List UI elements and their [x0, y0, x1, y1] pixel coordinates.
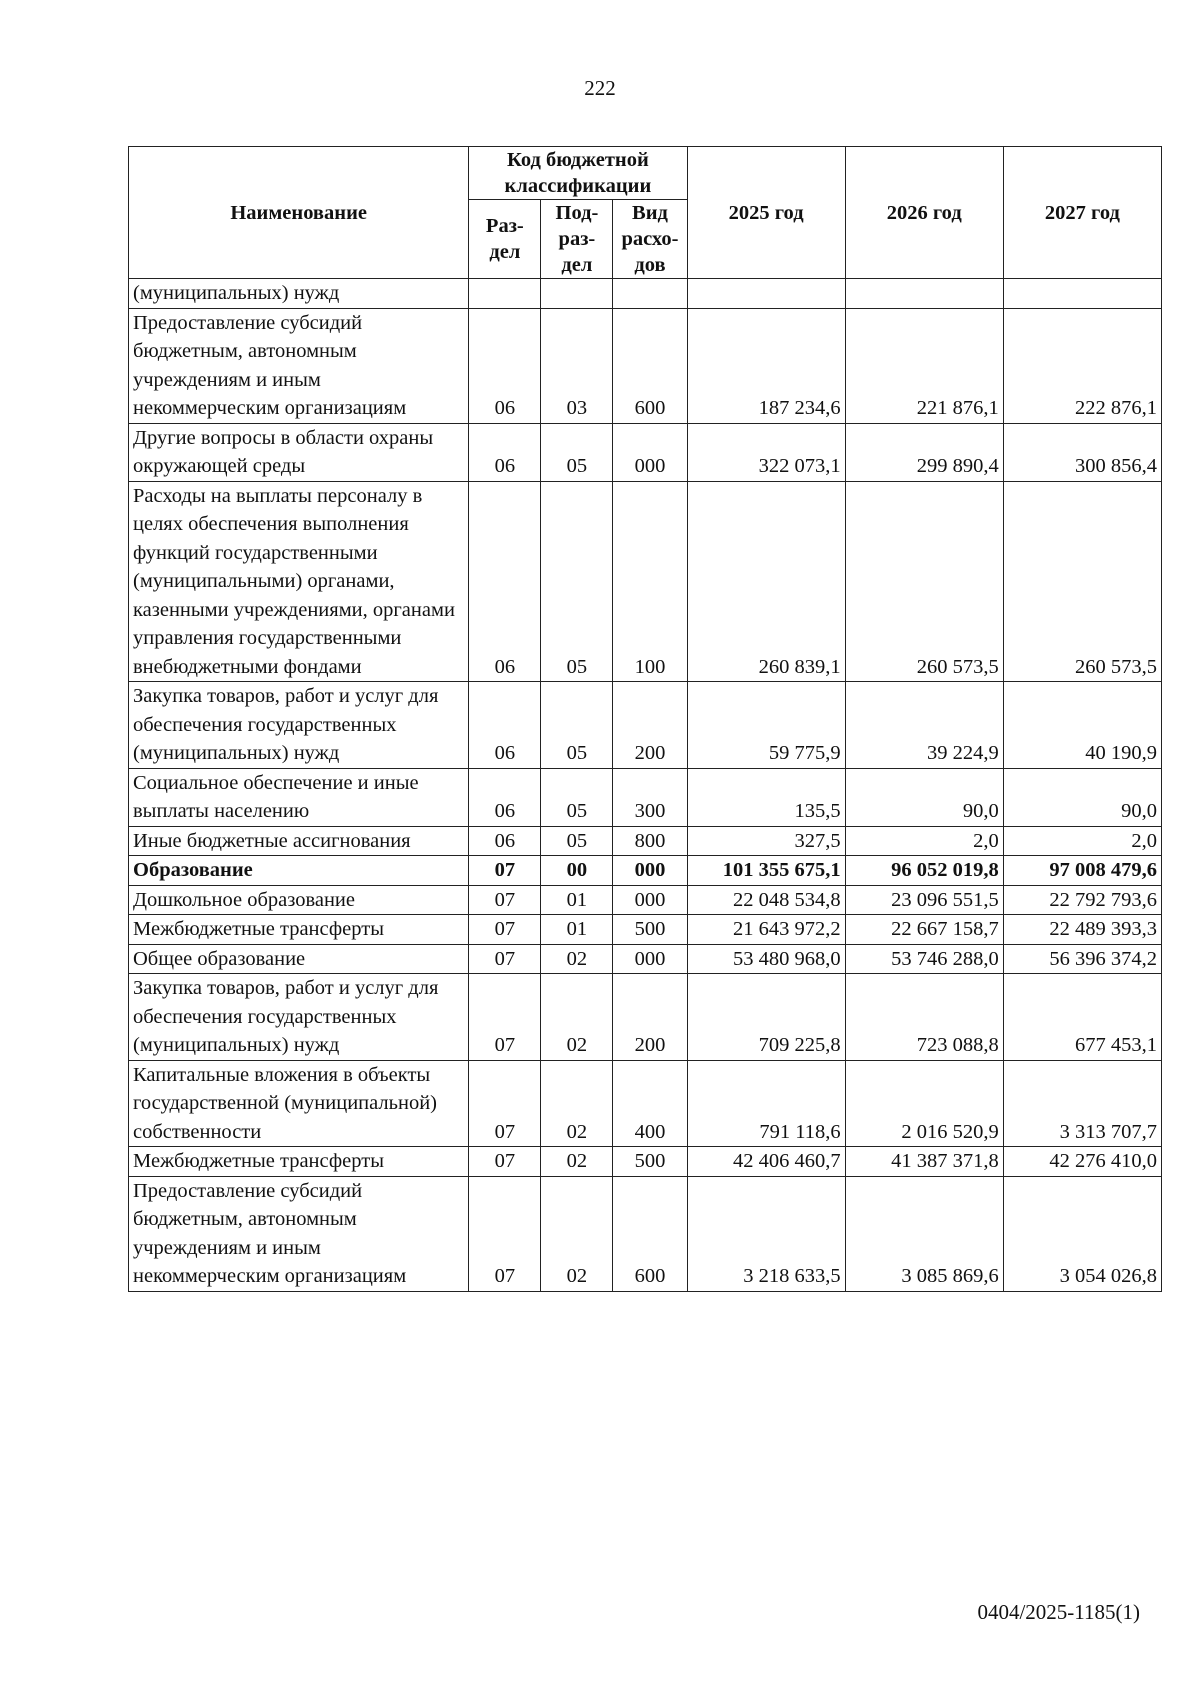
row-value-2025: 3 218 633,5: [687, 1176, 845, 1291]
row-podrazdel: 02: [541, 1176, 613, 1291]
row-name: Расходы на выплаты персоналу в целях обеспечения выполнения функций государственными (муниципальными) органами, казенными учреждениями, органами управления государственными внебюджетными фондами: [129, 481, 469, 682]
row-razdel: 07: [469, 974, 541, 1061]
row-vid: 000: [613, 423, 687, 481]
row-razdel: 07: [469, 915, 541, 945]
row-name: Закупка товаров, работ и услуг для обеспечения государственных (муниципальных) нужд: [129, 682, 469, 769]
table-row: [129, 1147, 1162, 1177]
table-row: [129, 974, 1162, 1061]
row-vid: 100: [613, 481, 687, 682]
row-podrazdel: 02: [541, 944, 613, 974]
table-row: [129, 856, 1162, 886]
header-2025: 2025 год: [687, 147, 845, 279]
row-value-2027: 56 396 374,2: [1003, 944, 1161, 974]
row-podrazdel: 00: [541, 856, 613, 886]
row-podrazdel: 03: [541, 308, 613, 423]
row-razdel: 07: [469, 885, 541, 915]
row-podrazdel: 02: [541, 974, 613, 1061]
row-value-2027: 97 008 479,6: [1003, 856, 1161, 886]
row-name: Закупка товаров, работ и услуг для обеспечения государственных (муниципальных) нужд: [129, 974, 469, 1061]
row-value-2025: 22 048 534,8: [687, 885, 845, 915]
table-row: [129, 308, 1162, 423]
row-vid: 400: [613, 1060, 687, 1147]
table-row: [129, 944, 1162, 974]
row-vid: 200: [613, 682, 687, 769]
row-vid: 000: [613, 944, 687, 974]
table-row: [129, 423, 1162, 481]
row-razdel: 07: [469, 1176, 541, 1291]
header-name: Наименование: [129, 147, 469, 279]
row-value-2026: [845, 279, 1003, 309]
budget-table: [128, 146, 1162, 1292]
row-value-2025: [687, 279, 845, 309]
row-vid: 500: [613, 1147, 687, 1177]
row-name: Образование: [129, 856, 469, 886]
table-row: [129, 1060, 1162, 1147]
row-value-2027: 2,0: [1003, 826, 1161, 856]
row-value-2025: 709 225,8: [687, 974, 845, 1061]
row-podrazdel: 01: [541, 915, 613, 945]
row-value-2026: 2 016 520,9: [845, 1060, 1003, 1147]
row-value-2027: 42 276 410,0: [1003, 1147, 1161, 1177]
row-razdel: 06: [469, 826, 541, 856]
row-value-2025: 101 355 675,1: [687, 856, 845, 886]
row-podrazdel: 05: [541, 768, 613, 826]
row-value-2025: 135,5: [687, 768, 845, 826]
row-razdel: 07: [469, 944, 541, 974]
row-value-2026: 260 573,5: [845, 481, 1003, 682]
row-podrazdel: 02: [541, 1147, 613, 1177]
row-value-2027: 3 054 026,8: [1003, 1176, 1161, 1291]
table-row: [129, 826, 1162, 856]
row-value-2025: 322 073,1: [687, 423, 845, 481]
row-name: Социальное обеспечение и иные выплаты населению: [129, 768, 469, 826]
row-value-2027: 300 856,4: [1003, 423, 1161, 481]
table-row: [129, 682, 1162, 769]
row-value-2025: 42 406 460,7: [687, 1147, 845, 1177]
row-razdel: 07: [469, 856, 541, 886]
row-podrazdel: 05: [541, 481, 613, 682]
table-row: [129, 481, 1162, 682]
row-razdel: [469, 279, 541, 309]
row-value-2027: 260 573,5: [1003, 481, 1161, 682]
row-podrazdel: 05: [541, 682, 613, 769]
row-vid: 800: [613, 826, 687, 856]
row-value-2026: 53 746 288,0: [845, 944, 1003, 974]
header-razdel: Раз-дел: [469, 200, 541, 279]
row-vid: 600: [613, 308, 687, 423]
row-vid: [613, 279, 687, 309]
row-value-2025: 260 839,1: [687, 481, 845, 682]
row-value-2025: 59 775,9: [687, 682, 845, 769]
row-razdel: 07: [469, 1060, 541, 1147]
header-code-group: Код бюджетной классификации: [469, 147, 687, 200]
row-value-2027: 3 313 707,7: [1003, 1060, 1161, 1147]
table-header: [129, 147, 1162, 279]
row-value-2026: 3 085 869,6: [845, 1176, 1003, 1291]
row-value-2026: 90,0: [845, 768, 1003, 826]
row-name: Предоставление субсидий бюджетным, автономным учреждениям и иным некоммерческим организациям: [129, 308, 469, 423]
table-row: [129, 768, 1162, 826]
row-vid: 300: [613, 768, 687, 826]
header-2026: 2026 год: [845, 147, 1003, 279]
table-body: [129, 279, 1162, 1292]
row-name: Другие вопросы в области охраны окружающей среды: [129, 423, 469, 481]
row-value-2027: 40 190,9: [1003, 682, 1161, 769]
table-row: [129, 915, 1162, 945]
row-value-2027: 222 876,1: [1003, 308, 1161, 423]
row-name: (муниципальных) нужд: [129, 279, 469, 309]
row-vid: 000: [613, 856, 687, 886]
row-razdel: 07: [469, 1147, 541, 1177]
page-number: 222: [584, 76, 616, 100]
row-value-2025: 187 234,6: [687, 308, 845, 423]
table-row: [129, 885, 1162, 915]
row-razdel: 06: [469, 308, 541, 423]
table-row: [129, 1176, 1162, 1291]
row-name: Межбюджетные трансферты: [129, 1147, 469, 1177]
table-row: [129, 279, 1162, 309]
row-razdel: 06: [469, 481, 541, 682]
row-value-2026: 221 876,1: [845, 308, 1003, 423]
row-value-2027: 22 792 793,6: [1003, 885, 1161, 915]
row-name: Капитальные вложения в объекты государственной (муниципальной) собственности: [129, 1060, 469, 1147]
row-value-2027: [1003, 279, 1161, 309]
row-value-2026: 39 224,9: [845, 682, 1003, 769]
row-value-2025: 21 643 972,2: [687, 915, 845, 945]
row-value-2026: 2,0: [845, 826, 1003, 856]
header-2027: 2027 год: [1003, 147, 1161, 279]
row-podrazdel: 01: [541, 885, 613, 915]
row-vid: 200: [613, 974, 687, 1061]
row-value-2026: 96 052 019,8: [845, 856, 1003, 886]
row-value-2026: 41 387 371,8: [845, 1147, 1003, 1177]
document-code: 0404/2025-1185(1): [977, 1600, 1140, 1624]
row-value-2027: 90,0: [1003, 768, 1161, 826]
row-value-2026: 299 890,4: [845, 423, 1003, 481]
row-name: Предоставление субсидий бюджетным, автономным учреждениям и иным некоммерческим организациям: [129, 1176, 469, 1291]
row-name: Общее образование: [129, 944, 469, 974]
row-value-2026: 723 088,8: [845, 974, 1003, 1061]
row-value-2026: 22 667 158,7: [845, 915, 1003, 945]
row-value-2026: 23 096 551,5: [845, 885, 1003, 915]
row-value-2027: 677 453,1: [1003, 974, 1161, 1061]
row-razdel: 06: [469, 768, 541, 826]
row-vid: 500: [613, 915, 687, 945]
row-value-2027: 22 489 393,3: [1003, 915, 1161, 945]
row-podrazdel: [541, 279, 613, 309]
row-razdel: 06: [469, 682, 541, 769]
row-podrazdel: 05: [541, 826, 613, 856]
row-name: Межбюджетные трансферты: [129, 915, 469, 945]
header-podrazdel: Под-раз-дел: [541, 200, 613, 279]
row-podrazdel: 05: [541, 423, 613, 481]
header-vid: Вид расхо-дов: [613, 200, 687, 279]
row-value-2025: 791 118,6: [687, 1060, 845, 1147]
row-name: Иные бюджетные ассигнования: [129, 826, 469, 856]
row-podrazdel: 02: [541, 1060, 613, 1147]
row-value-2025: 53 480 968,0: [687, 944, 845, 974]
row-vid: 000: [613, 885, 687, 915]
row-value-2025: 327,5: [687, 826, 845, 856]
row-vid: 600: [613, 1176, 687, 1291]
row-name: Дошкольное образование: [129, 885, 469, 915]
row-razdel: 06: [469, 423, 541, 481]
